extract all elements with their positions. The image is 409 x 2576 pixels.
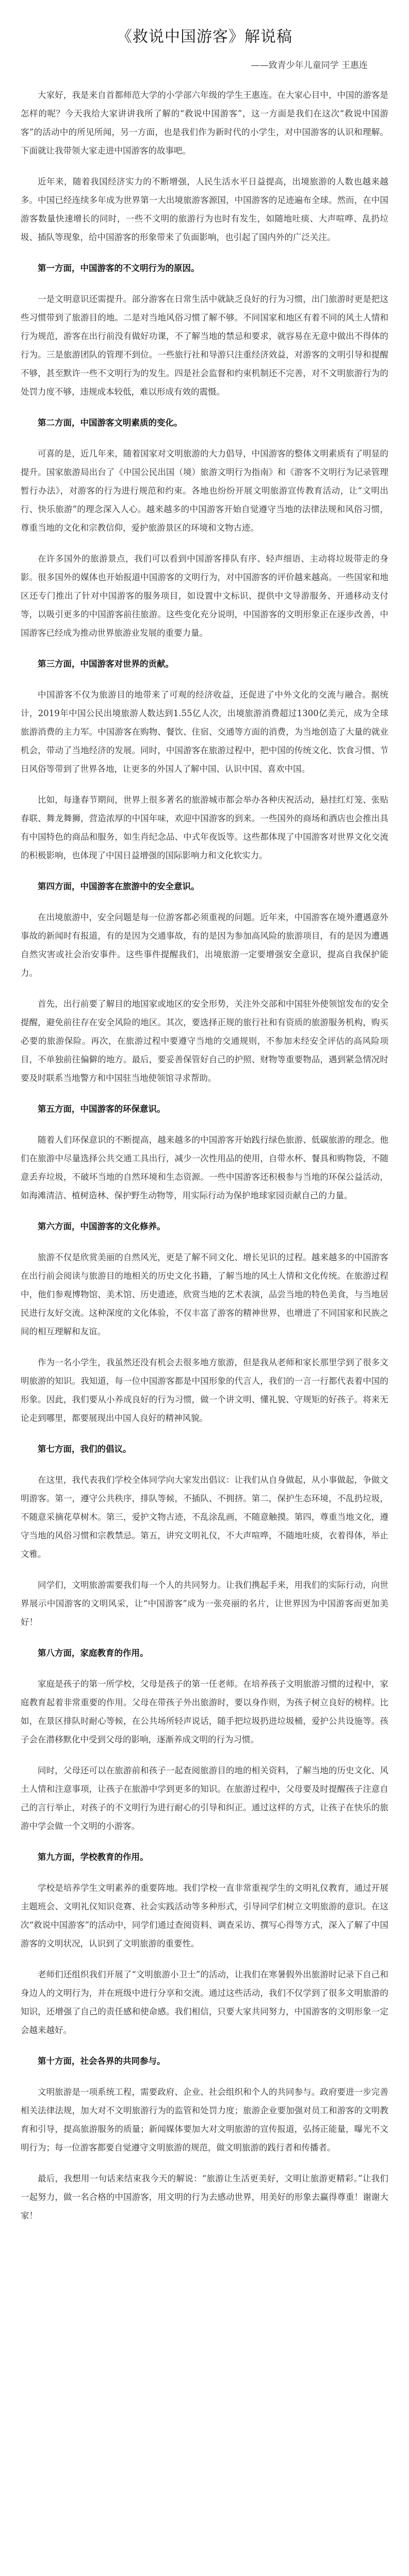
section-heading: 第七方面，我们的倡议。 — [38, 1444, 132, 1454]
body-paragraph: 首先，出行前要了解目的地国家或地区的安全形势，关注外交部和中国驻外使领馆发布的安全提醒，避免前往存在安全风险的地区。其次，要选择正规的旅行社和有资质的旅游服务机构，购买必要的旅游保险。再次，在旅游过程中要遵守当地的交通规则，不参加未经安全评估的高风险项目，不单独前往偏僻的地方。最后，要妥善保管好自己的护照、财物等重要物品，遇到紧急情况时要及时联系当地警方和中国驻当地使领馆寻求帮助。 — [21, 999, 388, 1083]
section-heading: 第九方面，学校教育的作用。 — [38, 1852, 149, 1862]
body-paragraph: 作为一名小学生，我虽然还没有机会去很多地方旅游，但是我从老师和家长那里学到了很多文明旅游的知识。我知道，每一位中国游客都是中国形象的代言人，我们的一言一行都代表着中国的形象。因此，我们要从小养成良好的行为习惯，做一个讲文明、懂礼貌、守规矩的好孩子。将来无论走到哪里，都要展现出中国人良好的精神风貌。 — [21, 1358, 388, 1423]
body-paragraph: 学校是培养学生文明素养的重要阵地。我们学校一直非常重视学生的文明礼仪教育，通过开展主题班会、文明礼仪知识竞赛、社会实践活动等多种形式，引导同学们树立文明旅游的意识。在这次“救说中国游客”的活动中，同学们通过查阅资料、调查采访、撰写心得等方式，深入了解了中国游客的文明状况，认识到了文明旅游的重要性。 — [21, 1883, 388, 1948]
section-heading: 第八方面，家庭教育的作用。 — [38, 1648, 149, 1658]
body-paragraph: 在许多国外的旅游景点，我们可以看到中国游客排队有序、轻声细语、主动将垃圾带走的身影。很多国外的媒体也开始报道中国游客的文明行为，对中国游客的评价越来越高。一些国家和地区还专门推出了针对中国游客的服务项目，如设置中文标识、提供中文导游服务、开通移动支付等，以吸引更多的中国游客前往旅游。这些变化充分说明，中国游客的文明形象正在逐步改善，中国游客已经成为推动世界旅游业发展的重要力量。 — [21, 554, 388, 638]
document-body — [21, 86, 388, 2225]
body-paragraph: 大家好，我是来自首都师范大学的小学部六年级的学生王惠连。在大家心目中，中国的游客是怎样的呢？今天我给大家讲讲我所了解的“救说中国游客”，这一方面是我们在这次“救说中国游客”的活动中的所见所闻，另一方面，也是我们作为新时代的小学生，对中国游客的认识和理解。下面就让我带领大家走进中国游客的故事吧。 — [21, 90, 388, 156]
body-paragraph: 近年来，随着我国经济实力的不断增强，人民生活水平日益提高，出境旅游的人数也越来越多。中国已经连续多年成为世界第一大出境旅游客源国，中国游客的足迹遍布全球。然而，在中国游客数量快速增长的同时，一些不文明的旅游行为也时有发生，如随地吐痰、大声喧哗、乱扔垃圾、插队等现象，给中国游客的形象带来了负面影响，也引起了国内外的广泛关注。 — [21, 177, 388, 242]
body-paragraph: 同时，父母还可以在旅游前和孩子一起查阅旅游目的地的相关资料，了解当地的历史文化、风土人情和注意事项，让孩子在旅游中学到更多的知识。在旅游过程中，父母要及时提醒孩子注意自己的言行举止，对孩子的不文明行为进行耐心的引导和纠正。通过这样的方式，让孩子在快乐的旅游中学会做一个文明的小游客。 — [21, 1766, 388, 1831]
body-paragraph: 比如，每逢春节期间，世界上很多著名的旅游城市都会举办各种庆祝活动，悬挂红灯笼、张贴春联、舞龙舞狮，营造浓厚的中国年味，欢迎中国游客的到来。一些国外的商场和酒店也会推出具有中国特色的商品和服务，如生肖纪念品、中式年夜饭等。这些都体现了中国游客对世界文化交流的积极影响，也体现了中国日益增强的国际影响力和文化软实力。 — [21, 795, 388, 860]
section-heading: 第六方面，中国游客的文化修养。 — [38, 1222, 166, 1231]
body-paragraph: 家庭是孩子的第一所学校，父母是孩子的第一任老师。在培养孩子文明旅游习惯的过程中，家庭教育起着非常重要的作用。父母在带孩子外出旅游时，要以身作则，为孩子树立良好的榜样。比如，在景区排队时耐心等候，在公共场所轻声说话，随手把垃圾扔进垃圾桶，爱护公共设施等。孩子会在潜移默化中受到父母的影响，逐渐养成文明的行为习惯。 — [21, 1679, 388, 1744]
body-paragraph: 在这里，我代表我们学校全体同学向大家发出倡议：让我们从自身做起，从小事做起，争做文明游客。第一，遵守公共秩序，排队等候，不插队、不拥挤。第二，保护生态环境，不乱扔垃圾，不随意采摘花草树木。第三，爱护文物古迹，不乱涂乱画，不随意触摸。第四，尊重当地文化，遵守当地的风俗习惯和宗教禁忌。第五，讲究文明礼仪，不大声喧哗，不随地吐痰，衣着得体，举止文雅。 — [21, 1475, 388, 1559]
body-paragraph: 中国游客不仅为旅游目的地带来了可观的经济收益，还促进了中外文化的交流与融合。据统计，2019年中国公民出境旅游人数达到1.55亿人次，出境旅游消费超过1300亿美元，成为全球旅游消费的主力军。中国游客在购物、餐饮、住宿、交通等方面的消费，为当地创造了大量的就业机会，带动了当地经济的发展。同时，中国游客在旅游过程中，把中国的传统文化、饮食习惯、节日风俗等带到了世界各地，让更多的外国人了解中国、认识中国、喜欢中国。 — [21, 690, 388, 774]
body-paragraph: 文明旅游是一项系统工程，需要政府、企业、社会组织和个人的共同参与。政府要进一步完善相关法律法规，加大对不文明旅游行为的监管和处罚力度；旅游企业要加强对员工和游客的文明教育和引导，提高旅游服务的质量；新闻媒体要加大对文明旅游的宣传报道，弘扬正能量，曝光不文明行为；每一位游客都要自觉遵守文明旅游的规范，做文明旅游的践行者和传播者。 — [21, 2087, 388, 2153]
body-paragraph: 老师们还组织我们开展了“文明旅游小卫士”的活动，让我们在寒暑假外出旅游时记录下自己和身边人的文明行为，并在班级中进行分享和交流。通过这些活动，我们不仅学到了很多文明旅游的知识，还增强了自己的责任感和使命感。我们相信，只要大家共同努力，中国游客的文明形象一定会越来越好。 — [21, 1970, 388, 2035]
body-paragraph: 随着人们环保意识的不断提高，越来越多的中国游客开始践行绿色旅游、低碳旅游的理念。他们在旅游中尽量选择公共交通工具出行，减少一次性用品的使用，自带水杯、餐具和购物袋，不随意丢弃垃圾，不破坏当地的自然环境和生态资源。一些中国游客还积极参与当地的环保公益活动，如海滩清洁、植树造林、保护野生动物等，用实际行动为保护地球家园贡献自己的力量。 — [21, 1135, 388, 1200]
body-paragraph: 最后，我想用一句话来结束我今天的解说：“旅游让生活更美好，文明让旅游更精彩。”让我们一起努力，做一名合格的中国游客，用文明的行为去感动世界，用美好的形象去赢得尊重！谢谢大家！ — [21, 2174, 388, 2221]
body-paragraph: 在出境旅游中，安全问题是每一位游客都必须重视的问题。近年来，中国游客在境外遭遇意外事故的新闻时有报道，有的是因为交通事故，有的是因为参加高风险的旅游项目，有的是因为遭遇自然灾害或社会治安事件。这些事件提醒我们，出境旅游一定要增强安全意识，提高自我保护能力。 — [21, 912, 388, 978]
body-paragraph: 旅游不仅是欣赏美丽的自然风光，更是了解不同文化、增长见识的过程。越来越多的中国游客在出行前会阅读与旅游目的地相关的历史文化书籍，了解当地的风土人情和文化传统。在旅游过程中，他们参观博物馆、美术馆、历史遗迹，欣赏当地的艺术表演，品尝当地的特色美食，与当地居民进行友好交流。这种深度的文化体验，不仅丰富了游客的精神世界，也增进了不同国家和民族之间的相互理解和友谊。 — [21, 1252, 388, 1336]
section-heading: 第五方面，中国游客的环保意识。 — [38, 1104, 166, 1114]
document-title: 《救说中国游客》解说稿 — [117, 28, 292, 46]
body-paragraph: 一是文明意识还需提升。部分游客在日常生活中就缺乏良好的行为习惯，出门旅游时更是把这些习惯带到了旅游目的地。二是对当地风俗习惯了解不够。不同国家和地区有着不同的风土人情和行为规范，游客在出行前没有做好功课，不了解当地的禁忌和要求，就容易在无意中做出不得体的行为。三是旅游团队的管理不到位。一些旅行社和导游只注重经济效益，对游客的文明引导和提醒不够，甚至默许一些不文明行为的发生。四是社会监督和约束机制还不完善，对不文明旅游行为的处罚力度不够，违规成本较低，难以形成有效的震慑。 — [21, 294, 388, 397]
section-heading: 第二方面，中国游客文明素质的变化。 — [38, 418, 183, 428]
section-heading: 第三方面，中国游客对世界的贡献。 — [38, 659, 174, 669]
body-paragraph: 同学们，文明旅游需要我们每一个人的共同努力。让我们携起手来，用我们的实际行动，向世界展示中国游客的文明风采，让“中国游客”成为一张亮丽的名片，让世界因为中国游客而更加美好！ — [21, 1580, 388, 1627]
section-heading: 第四方面，中国游客在旅游中的安全意识。 — [38, 882, 200, 891]
section-heading: 第一方面，中国游客的不文明行为的原因。 — [38, 263, 200, 273]
section-heading: 第十方面，社会各界的共同参与。 — [38, 2056, 166, 2066]
document-author: ——致青少年儿童同学 王惠连 — [251, 60, 368, 71]
body-paragraph: 可喜的是，近几年来，随着国家对文明旅游的大力倡导，中国游客的整体文明素质有了明显的提升。国家旅游局出台了《中国公民出国（境）旅游文明行为指南》和《游客不文明行为记录管理暂行办法》，对游客的行为进行规范和约束。各地也纷纷开展文明旅游宣传教育活动，让“文明出行、快乐旅游”的理念深入人心。越来越多的中国游客开始自觉遵守当地的法律法规和风俗习惯，尊重当地的文化和宗教信仰，爱护旅游景区的环境和文物古迹。 — [21, 449, 388, 533]
